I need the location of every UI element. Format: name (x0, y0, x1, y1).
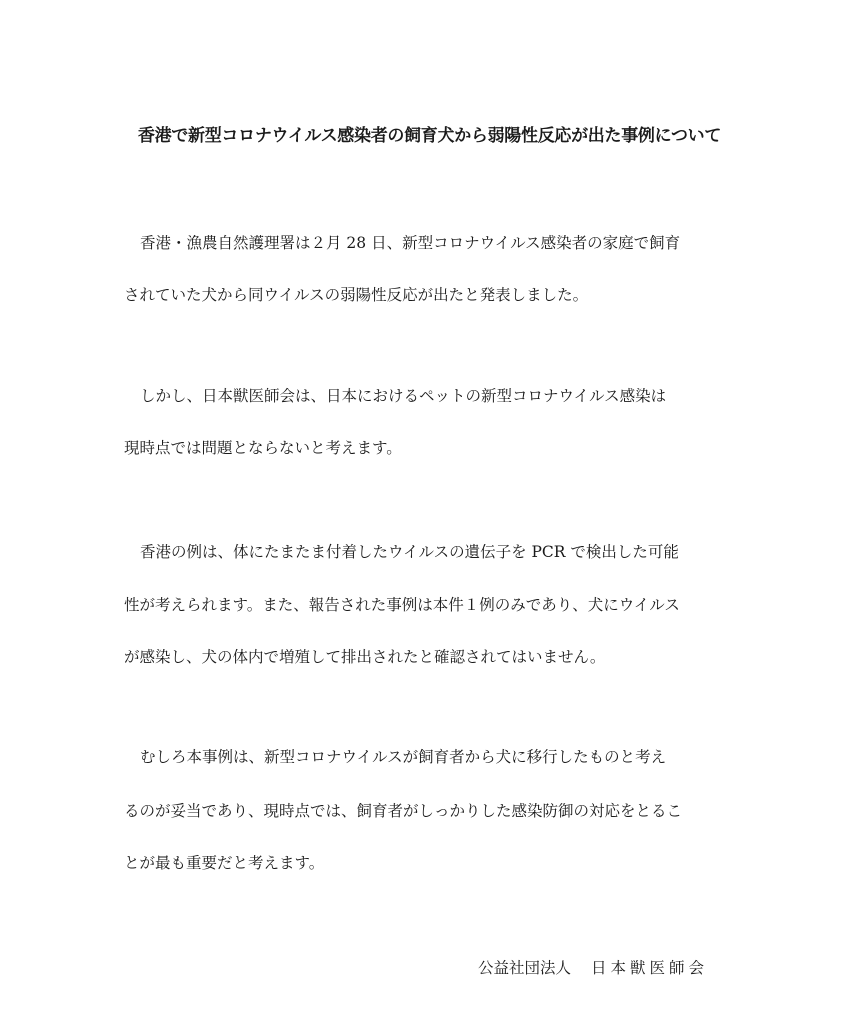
signature (478, 956, 708, 980)
paragraph-line: されていた犬から同ウイルスの弱陽性反応が出たと発表しました。 (124, 286, 589, 304)
paragraph-line: るのが妥当であり、現時点では、飼育者がしっかりした感染防御の対応をとるこ (124, 802, 683, 820)
paragraph-line: 香港の例は、体にたまたま付着したウイルスの遺伝子を PCR で検出した可能 (140, 543, 679, 561)
paragraph-line: 香港・漁農自然護理署は２月 28 日、新型コロナウイルス感染者の家庭で飼育 (140, 234, 681, 252)
paragraph-line: 現時点では問題とならないと考えます。 (124, 439, 402, 457)
paragraph-line: むしろ本事例は、新型コロナウイルスが飼育者から犬に移行したものと考え (140, 748, 667, 766)
paragraph-line: とが最も重要だと考えます。 (124, 854, 325, 872)
paragraph-line: が感染し、犬の体内で増殖して排出されたと確認されてはいません。 (124, 648, 606, 666)
paragraph-line: 性が考えられます。また、報告された事例は本件１例のみであり、犬にウイルス (124, 596, 680, 614)
paragraph-line: しかし、日本獣医師会は、日本におけるペットの新型コロナウイルス感染は (140, 387, 667, 405)
signature-org-type: 公益社団法人 (478, 959, 572, 977)
document-title: 香港で新型コロナウイルス感染者の飼育犬から弱陽性反応が出た事例について (137, 126, 722, 146)
signature-org-name: 日本獣医師会 (591, 959, 709, 977)
